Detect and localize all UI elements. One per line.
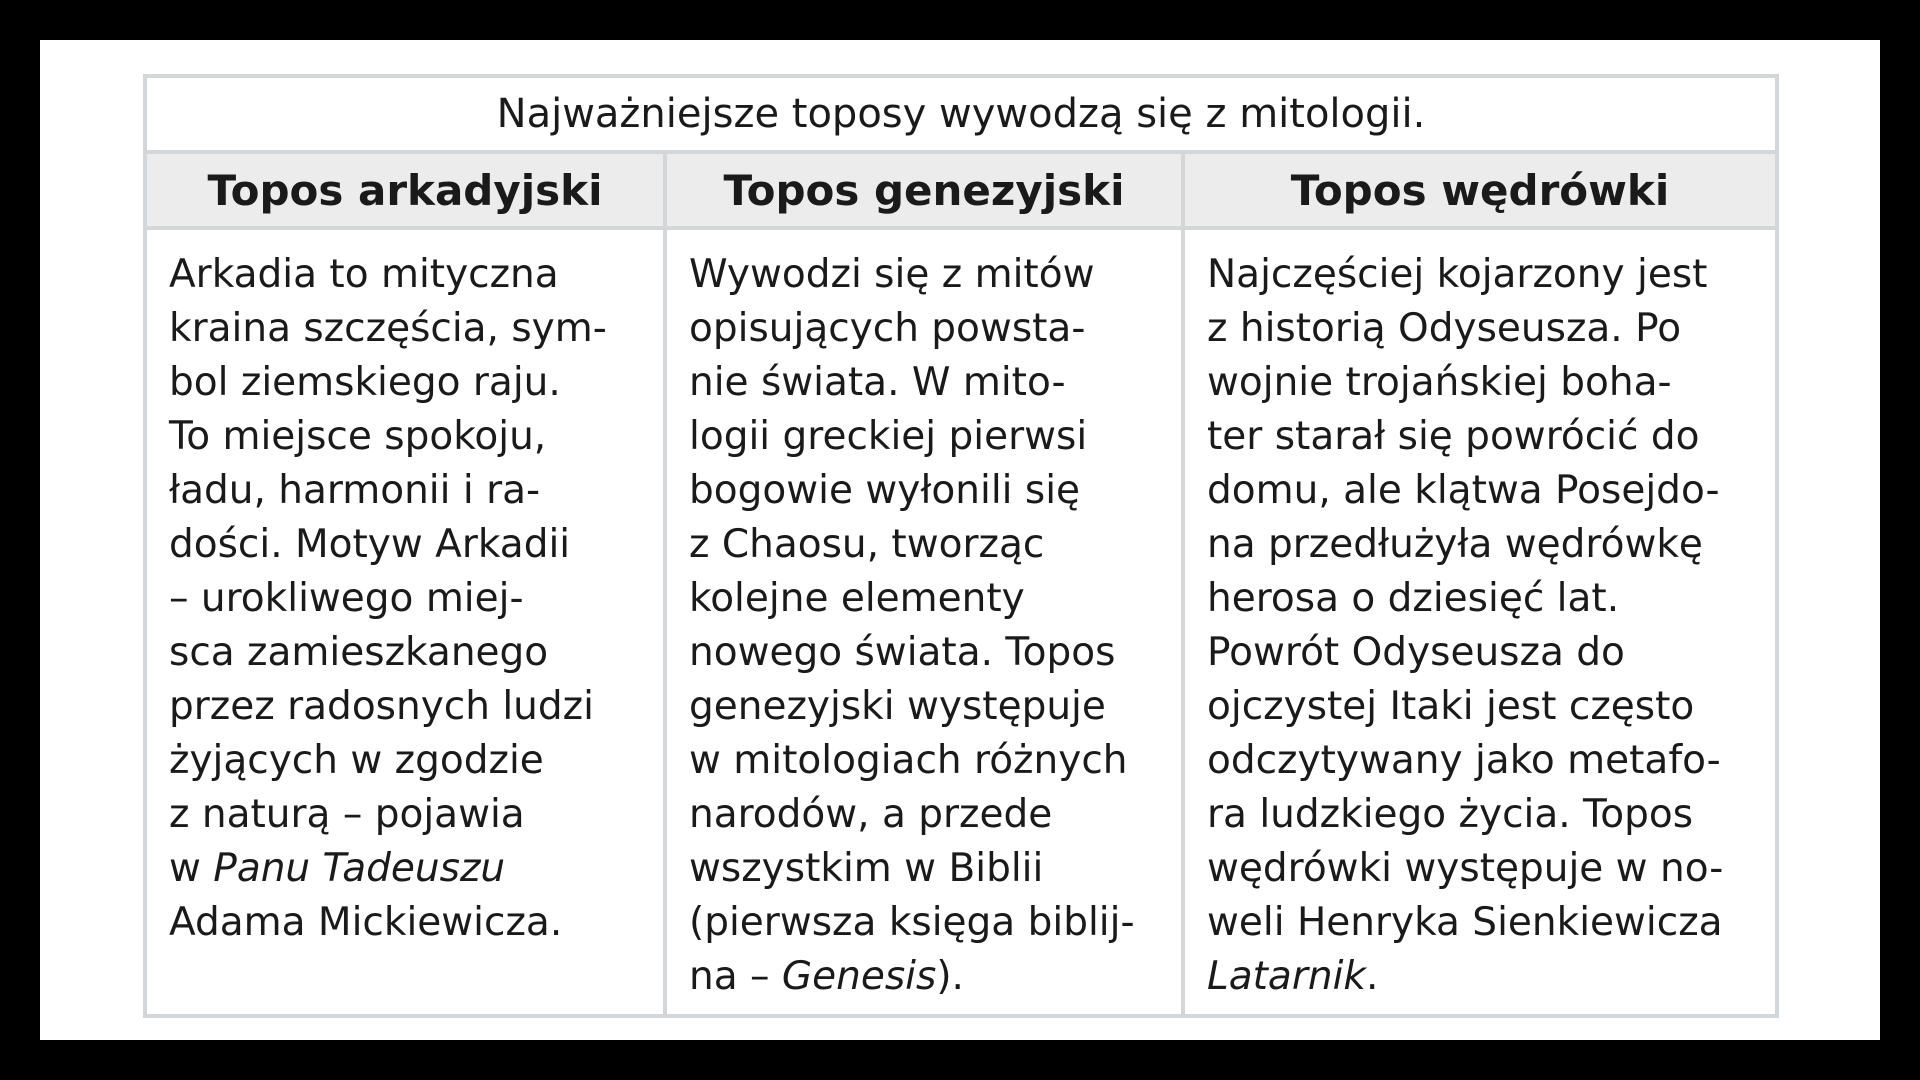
column-text-wedrowki (1183, 228, 1777, 1016)
text-line: odczytywany jako metafo- (1207, 738, 1721, 783)
text-line: z Chaosu, tworząc (689, 522, 1045, 567)
text-line: ojczystej Itaki jest często (1207, 684, 1695, 729)
column-header-wedrowki: Topos wędrówki (1183, 152, 1777, 228)
text-line: nowego świata. Topos (689, 630, 1116, 675)
text-line: narodów, a przede (689, 792, 1053, 837)
text-line: Wywodzi się z mitów (689, 252, 1095, 297)
text-line: wędrówki występuje w no- (1207, 846, 1724, 891)
text-line: logii greckiej pierwsi (689, 414, 1088, 459)
column-text-genezyjski (665, 228, 1183, 1016)
text-line: w mitologiach różnych (689, 738, 1128, 783)
text-fragment: ). (936, 954, 964, 999)
text-line: ter starał się powrócić do (1207, 414, 1700, 459)
document-page (40, 40, 1880, 1040)
text-line: na przedłużyła wędrówkę (1207, 522, 1703, 567)
text-fragment: w (169, 846, 214, 891)
text-line: żyjących w zgodzie (169, 738, 544, 783)
table-caption: Najważniejsze toposy wywodzą się z mitologii. (145, 76, 1777, 152)
column-text-arkadyjski (145, 228, 665, 1016)
text-fragment: na – (689, 954, 782, 999)
text-line: bol ziemskiego raju. (169, 360, 561, 405)
text-line: wojnie trojańskiej boha- (1207, 360, 1672, 405)
column-header-genezyjski: Topos genezyjski (665, 152, 1183, 228)
book-title-latarnik: Latarnik (1207, 954, 1366, 999)
text-line: To miejsce spokoju, (169, 414, 547, 459)
text-line-with-title (169, 842, 643, 896)
text-line: bogowie wyłonili się (689, 468, 1081, 513)
text-line: genezyjski występuje (689, 684, 1106, 729)
text-line: Najczęściej kojarzony jest (1207, 252, 1708, 297)
book-title-pan-tadeusz: Panu Tadeuszu (213, 846, 506, 891)
text-line: herosa o dziesięć lat. (1207, 576, 1620, 621)
column-header-arkadyjski: Topos arkadyjski (145, 152, 665, 228)
text-fragment: . (1366, 954, 1379, 999)
text-line: nie świata. W mito- (689, 360, 1066, 405)
text-line: z historią Odyseusza. Po (1207, 306, 1682, 351)
text-line: sca zamieszkanego (169, 630, 549, 675)
text-line-with-title (1207, 950, 1755, 1004)
text-line: dości. Motyw Arkadii (169, 522, 571, 567)
text-line: Arkadia to mityczna (169, 252, 559, 297)
text-line: kraina szczęścia, sym- (169, 306, 607, 351)
text-line: wszystkim w Biblii (689, 846, 1044, 891)
text-line: (pierwsza księga biblij- (689, 900, 1135, 945)
topos-table (143, 74, 1779, 1018)
text-line: kolejne elementy (689, 576, 1025, 621)
text-line: przez radosnych ludzi (169, 684, 594, 729)
text-line: z naturą – pojawia (169, 792, 525, 837)
text-line: ra ludzkiego życia. Topos (1207, 792, 1694, 837)
text-line: weli Henryka Sienkiewicza (1207, 900, 1723, 945)
text-line: domu, ale klątwa Posejdo- (1207, 468, 1720, 513)
book-title-genesis: Genesis (781, 954, 937, 999)
text-line: ładu, harmonii i ra- (169, 468, 541, 513)
text-line-with-title (689, 950, 1161, 1004)
text-line: Adama Mickiewicza. (169, 900, 563, 945)
text-line: Powrót Odyseusza do (1207, 630, 1625, 675)
text-line: opisujących powsta- (689, 306, 1086, 351)
text-line: – urokliwego miej- (169, 576, 524, 621)
